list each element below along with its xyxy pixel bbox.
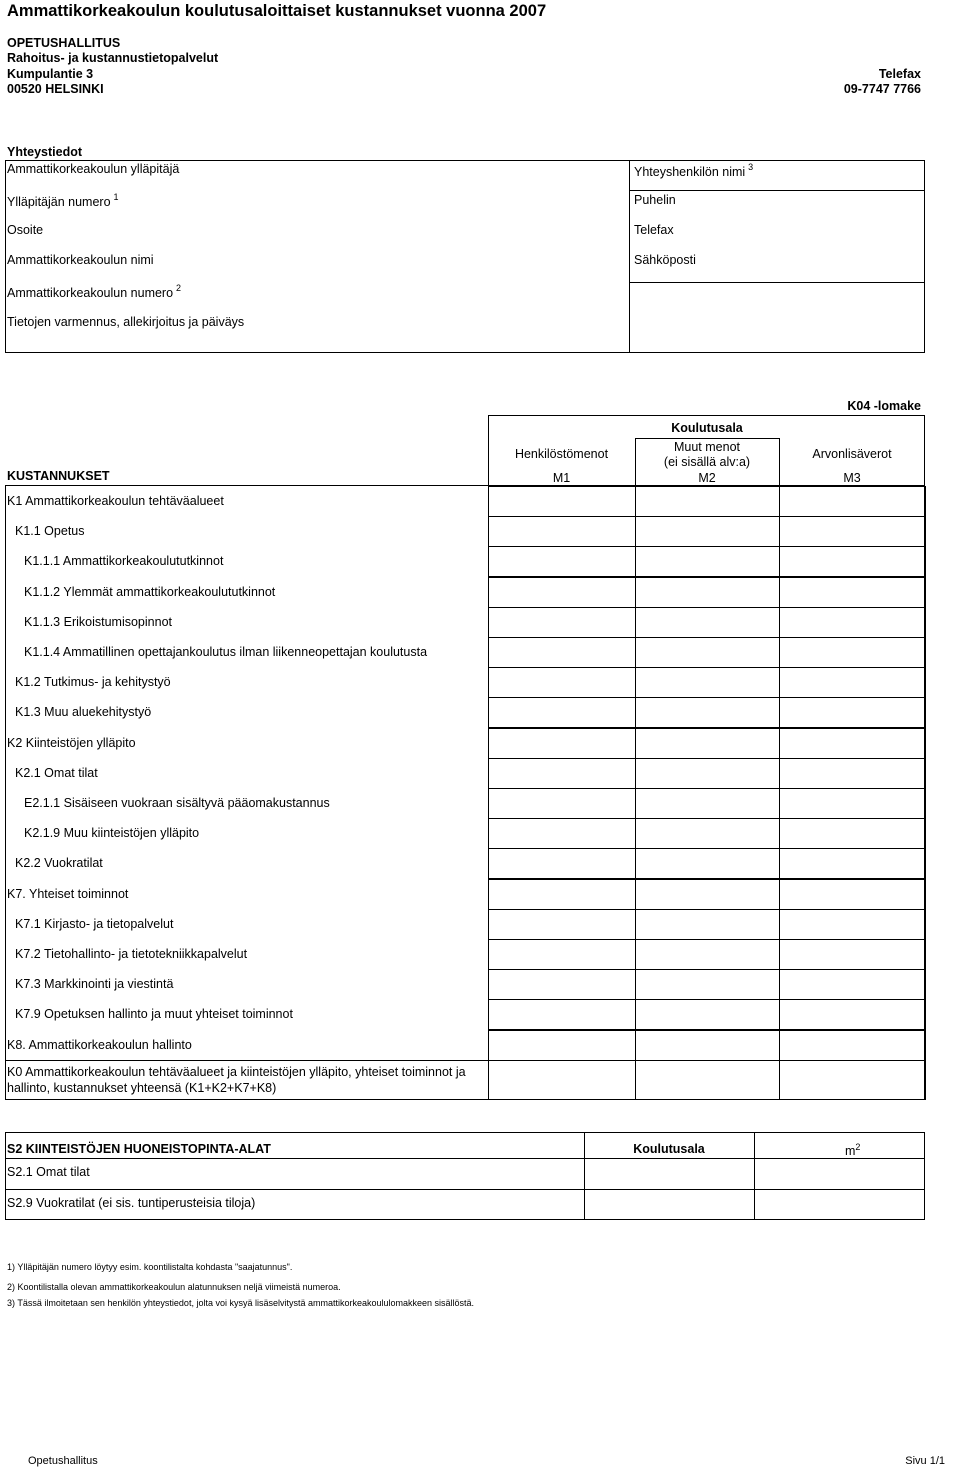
maintainer-no-label: Ylläpitäjän numero $^1$ bbox=[7, 192, 119, 209]
cost-row-label: K1.1 Opetus bbox=[15, 524, 85, 538]
cost-cell-m2[interactable] bbox=[635, 909, 780, 940]
cost-cell-m3[interactable] bbox=[779, 516, 926, 547]
group-underline bbox=[635, 438, 779, 439]
cost-row-label: K1.2 Tutkimus- ja kehitystyö bbox=[15, 675, 171, 689]
sender-org: OPETUSHALLITUS bbox=[7, 36, 121, 50]
col-m1-code: M1 bbox=[552, 471, 571, 485]
cost-cell-m1[interactable] bbox=[488, 909, 636, 940]
cost-cell-m2[interactable] bbox=[635, 637, 780, 668]
contact-person-label: Yhteyshenkilön nimi $^3$ bbox=[634, 162, 754, 179]
cost-cell-m1[interactable] bbox=[488, 728, 636, 759]
areas-heading: S2 KIINTEISTÖJEN HUONEISTOPINTA-ALAT bbox=[7, 1142, 271, 1156]
cost-cell-m3[interactable] bbox=[779, 879, 926, 910]
cost-cell-m3[interactable] bbox=[779, 818, 926, 849]
cost-cell-m2[interactable] bbox=[635, 939, 780, 970]
amk-name-label: Ammattikorkeakoulun nimi bbox=[7, 253, 154, 267]
cost-cell-m1[interactable] bbox=[488, 637, 636, 668]
email-label: Sähköposti bbox=[634, 253, 696, 267]
total-cell-m3[interactable] bbox=[779, 1060, 926, 1100]
cost-row-label: K1.1.3 Erikoistumisopinnot bbox=[24, 615, 172, 629]
cost-cell-m1[interactable] bbox=[488, 516, 636, 547]
cost-row-label: K7.9 Opetuksen hallinto ja muut yhteiset toiminnot bbox=[15, 1007, 293, 1021]
sender-unit: Rahoitus- ja kustannustietopalvelut bbox=[7, 51, 219, 65]
cost-cell-m2[interactable] bbox=[635, 728, 780, 759]
col-m2-name2: (ei sisällä alv:a) bbox=[663, 455, 751, 469]
total-label-line1: K0 Ammattikorkeakoulun tehtäväalueet ja kiinteistöjen ylläpito, yhteiset toiminnot ja bbox=[7, 1065, 466, 1079]
cost-cell-m1[interactable] bbox=[488, 577, 636, 608]
areas-header-line bbox=[5, 1158, 925, 1159]
cost-row-label: K8. Ammattikorkeakoulun hallinto bbox=[7, 1038, 192, 1052]
cost-cell-m2[interactable] bbox=[635, 516, 780, 547]
footnote-2: 2) Koontilistalla olevan ammattikorkeakoulun alatunnuksen neljä viimeistä numeroa. bbox=[7, 1282, 341, 1292]
contact-name-underline bbox=[629, 190, 925, 191]
cost-cell-m2[interactable] bbox=[635, 1030, 780, 1061]
cost-row-label: K1.3 Muu aluekehitystyö bbox=[15, 705, 152, 719]
col-m1-name: Henkilöstömenot bbox=[514, 447, 609, 461]
cost-cell-m1[interactable] bbox=[488, 667, 636, 698]
total-label-line2: hallinto, kustannukset yhteensä (K1+K2+K7+K8) bbox=[7, 1081, 277, 1095]
cost-cell-m1[interactable] bbox=[488, 758, 636, 789]
cost-cell-m2[interactable] bbox=[635, 486, 780, 517]
cost-cell-m3[interactable] bbox=[779, 637, 926, 668]
cost-cell-m3[interactable] bbox=[779, 969, 926, 1000]
cost-cell-m1[interactable] bbox=[488, 939, 636, 970]
costs-heading: KUSTANNUKSET bbox=[7, 469, 110, 483]
areas-rented-field-input[interactable] bbox=[586, 1191, 752, 1219]
areas-col-field: Koulutusala bbox=[633, 1142, 705, 1156]
cost-cell-m1[interactable] bbox=[488, 848, 636, 879]
sender-city: 00520 HELSINKI bbox=[7, 82, 104, 96]
cost-row-label: K7.1 Kirjasto- ja tietopalvelut bbox=[15, 917, 174, 931]
verification-label: Tietojen varmennus, allekirjoitus ja päiväys bbox=[7, 315, 245, 329]
cost-row-label: K1.1.4 Ammatillinen opettajankoulutus ilman liikenneopettajan koulutusta bbox=[24, 645, 428, 659]
cost-row-label: K1.1.1 Ammattikorkeakoulututkinnot bbox=[24, 554, 224, 568]
cost-cell-m2[interactable] bbox=[635, 788, 780, 819]
total-top-line bbox=[5, 1060, 925, 1061]
phone-label: Puhelin bbox=[634, 193, 676, 207]
cost-row-label: K2.1 Omat tilat bbox=[15, 766, 98, 780]
cost-cell-m3[interactable] bbox=[779, 728, 926, 759]
cost-row-label: K1.1.2 Ylemmät ammattikorkeakoulututkinnot bbox=[24, 585, 276, 599]
areas-rented-m2-input[interactable] bbox=[756, 1191, 924, 1219]
address-label: Osoite bbox=[7, 223, 44, 237]
cost-cell-m3[interactable] bbox=[779, 999, 926, 1030]
maintainer-label: Ammattikorkeakoulun ylläpitäjä bbox=[7, 162, 180, 176]
fax-label: Telefax bbox=[634, 223, 674, 237]
cost-cell-m2[interactable] bbox=[635, 667, 780, 698]
cost-cell-m3[interactable] bbox=[779, 667, 926, 698]
cost-cell-m3[interactable] bbox=[779, 939, 926, 970]
contact-section-line bbox=[629, 282, 925, 283]
cost-row-label: K2.1.9 Muu kiinteistöjen ylläpito bbox=[24, 826, 200, 840]
cost-cell-m2[interactable] bbox=[635, 848, 780, 879]
footnote-3: 3) Tässä ilmoitetaan sen henkilön yhteystiedot, jolta voi kysyä lisäselvitystä ammattikorkeakoululomakkeen sisällöstä. bbox=[7, 1298, 475, 1308]
cost-cell-m1[interactable] bbox=[488, 818, 636, 849]
cost-cell-m1[interactable] bbox=[488, 788, 636, 819]
amk-no-label: Ammattikorkeakoulun numero $^2$ bbox=[7, 283, 182, 300]
col-m2-name: Muut menot bbox=[673, 440, 740, 454]
col-m3-name: Arvonlisäverot bbox=[812, 447, 892, 461]
sender-fax-value: 09-7747 7766 bbox=[843, 82, 921, 96]
cost-cell-m3[interactable] bbox=[779, 486, 926, 517]
cost-cell-m2[interactable] bbox=[635, 546, 780, 577]
areas-own-m2-input[interactable] bbox=[756, 1160, 924, 1188]
areas-row-line bbox=[5, 1189, 925, 1190]
footnote-1: 1) Ylläpitäjän numero löytyy esim. koontilistalta kohdasta "saajatunnus". bbox=[7, 1262, 293, 1272]
cost-row-label: K7. Yhteiset toiminnot bbox=[7, 887, 129, 901]
cost-cell-m1[interactable] bbox=[488, 969, 636, 1000]
cost-cell-m3[interactable] bbox=[779, 758, 926, 789]
cost-cell-m1[interactable] bbox=[488, 879, 636, 910]
areas-col-divider-2 bbox=[754, 1132, 755, 1220]
footer-page: Sivu 1/1 bbox=[905, 1455, 945, 1467]
cost-cell-m1[interactable] bbox=[488, 999, 636, 1030]
contact-heading: Yhteystiedot bbox=[7, 145, 83, 159]
cost-cell-m3[interactable] bbox=[779, 848, 926, 879]
areas-row-rented: S2.9 Vuokratilat (ei sis. tuntiperusteisia tiloja) bbox=[7, 1196, 256, 1210]
cost-row-label: K7.3 Markkinointi ja viestintä bbox=[15, 977, 174, 991]
areas-row-own: S2.1 Omat tilat bbox=[7, 1165, 90, 1179]
cost-cell-m2[interactable] bbox=[635, 969, 780, 1000]
cost-cell-m2[interactable] bbox=[635, 607, 780, 638]
cost-cell-m3[interactable] bbox=[779, 909, 926, 940]
areas-col-unit: $m^2$ bbox=[845, 1142, 861, 1159]
cost-row-label: K2 Kiinteistöjen ylläpito bbox=[7, 736, 136, 750]
cost-cell-m1[interactable] bbox=[488, 546, 636, 577]
cost-row-label: K2.2 Vuokratilat bbox=[15, 856, 103, 870]
field-group-header: Koulutusala bbox=[671, 421, 743, 435]
total-cell-m2[interactable] bbox=[635, 1060, 780, 1100]
cost-cell-m1[interactable] bbox=[488, 486, 636, 517]
cost-cell-m3[interactable] bbox=[779, 1030, 926, 1061]
col-m2-code: M2 bbox=[698, 471, 716, 485]
cost-cell-m1[interactable] bbox=[488, 1030, 636, 1061]
sender-street: Kumpulantie 3 bbox=[7, 67, 94, 81]
cost-cell-m2[interactable] bbox=[635, 697, 780, 728]
cost-cell-m2[interactable] bbox=[635, 758, 780, 789]
cost-cell-m3[interactable] bbox=[779, 788, 926, 819]
cost-cell-m3[interactable] bbox=[779, 607, 926, 638]
total-cell-m1[interactable] bbox=[488, 1060, 636, 1100]
cost-cell-m3[interactable] bbox=[779, 697, 926, 728]
sender-fax-label: Telefax bbox=[878, 67, 921, 81]
cost-cell-m2[interactable] bbox=[635, 879, 780, 910]
footer-org: Opetushallitus bbox=[28, 1455, 98, 1467]
col-m3-code: M3 bbox=[843, 471, 861, 485]
cost-cell-m1[interactable] bbox=[488, 697, 636, 728]
cost-cell-m2[interactable] bbox=[635, 577, 780, 608]
cost-cell-m3[interactable] bbox=[779, 546, 926, 577]
form-code: K04 -lomake bbox=[847, 399, 921, 413]
cost-cell-m2[interactable] bbox=[635, 999, 780, 1030]
cost-row-label: K7.2 Tietohallinto- ja tietotekniikkapalvelut bbox=[15, 947, 248, 961]
cost-cell-m1[interactable] bbox=[488, 607, 636, 638]
cost-row-label: E2.1.1 Sisäiseen vuokraan sisältyvä pääomakustannus bbox=[24, 796, 330, 810]
page-title: Ammattikorkeakoulun koulutusaloittaiset kustannukset vuonna 2007 bbox=[7, 2, 547, 20]
cost-cell-m3[interactable] bbox=[779, 577, 926, 608]
cost-cell-m2[interactable] bbox=[635, 818, 780, 849]
areas-own-field-input[interactable] bbox=[586, 1160, 752, 1188]
cost-row-label: K1 Ammattikorkeakoulun tehtäväalueet bbox=[7, 494, 224, 508]
contact-divider bbox=[629, 160, 630, 353]
